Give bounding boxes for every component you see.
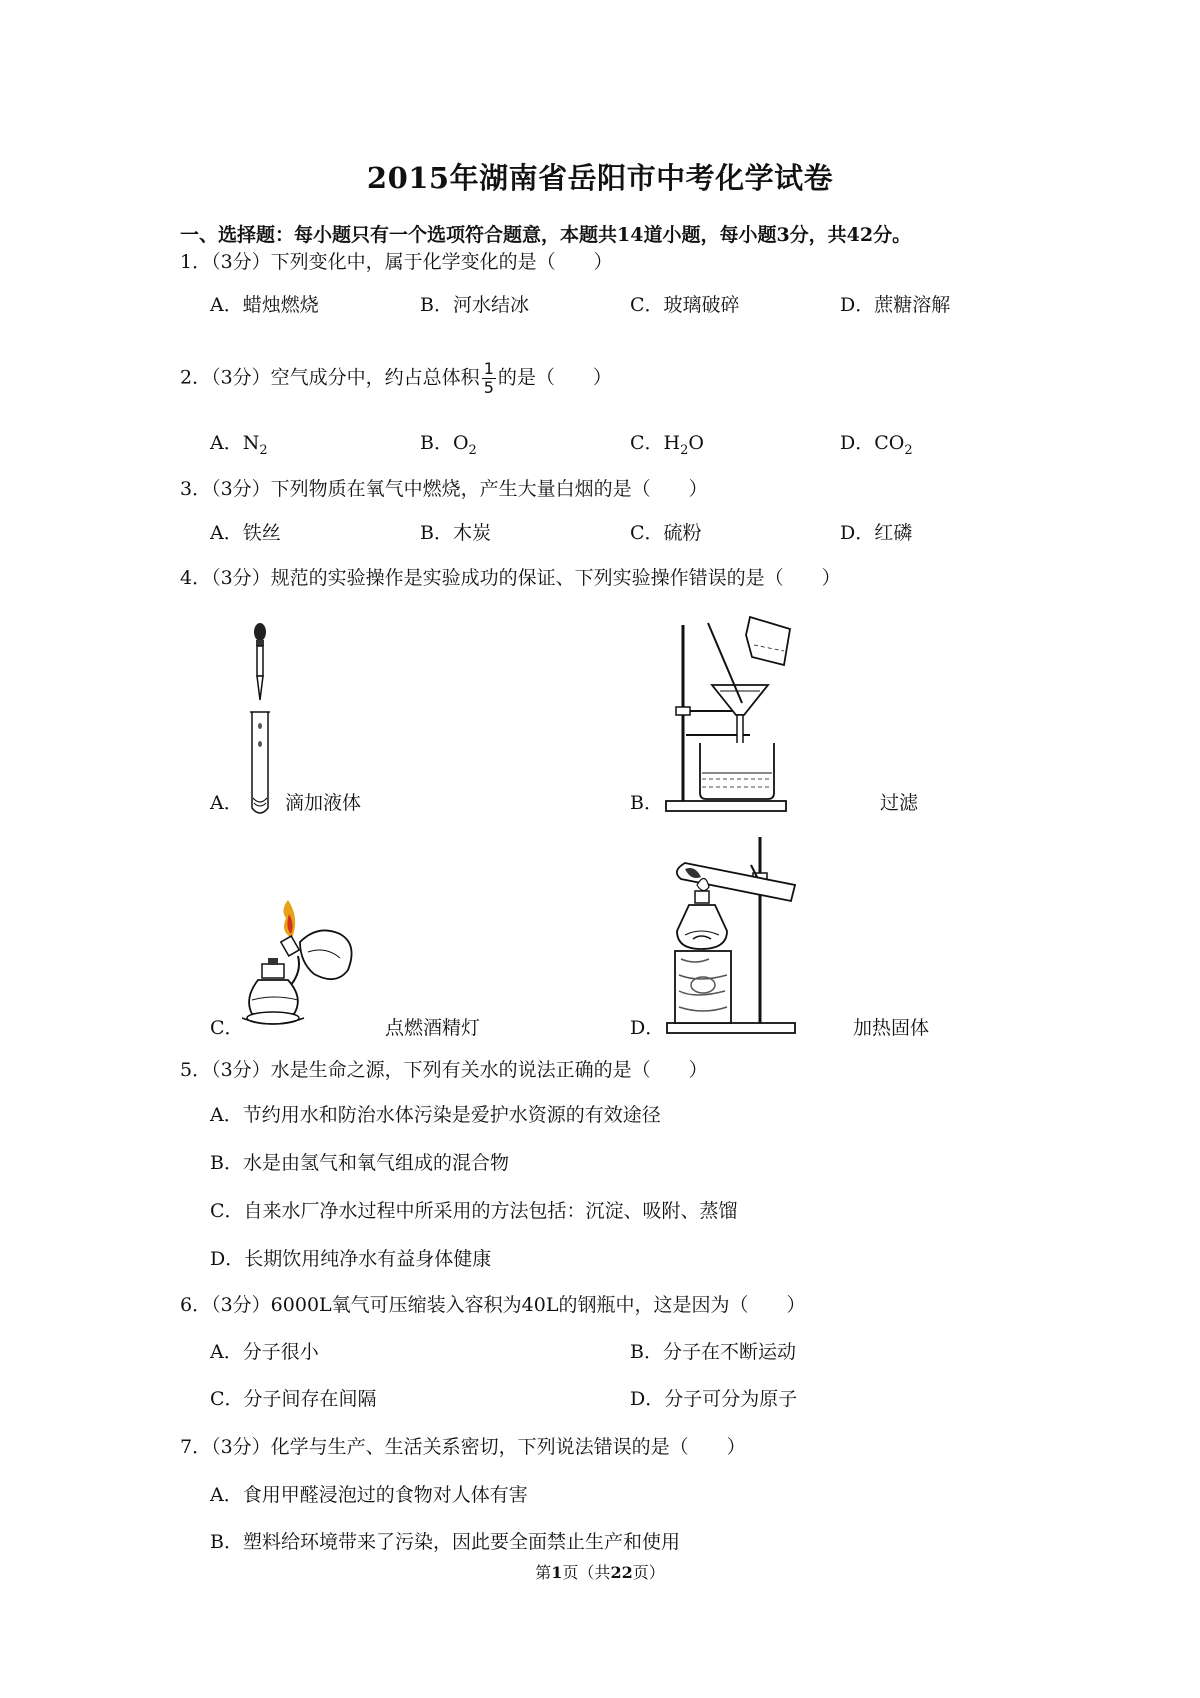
- question-2-option-a: [210, 428, 268, 458]
- option-d-subscript: 2: [904, 442, 913, 458]
- question-5-option-d: D．长期饮用纯净水有益身体健康: [210, 1248, 492, 1270]
- question-3-option-d: D．红磷: [840, 522, 913, 544]
- question-4-option-b-letter: B．: [630, 792, 663, 814]
- question-2-option-d: [840, 428, 913, 458]
- question-4-option-d-letter: D．: [630, 1017, 665, 1039]
- option-c-text-post: O: [688, 432, 704, 454]
- question-4-option-a-caption: 滴加液体: [285, 792, 362, 814]
- option-d-text: D．CO: [840, 432, 905, 454]
- option-a-subscript: 2: [259, 442, 268, 458]
- question-4-option-c-letter: C．: [210, 1017, 244, 1039]
- question-6-option-d: D．分子可分为原子: [630, 1388, 798, 1410]
- heating-solid-figure: [655, 835, 805, 1035]
- question-7-option-a: A．食用甲醛浸泡过的食物对人体有害: [210, 1484, 528, 1506]
- section-heading: 一、选择题：每小题只有一个选项符合题意，本题共14道小题，每小题3分，共42分。: [180, 224, 912, 246]
- question-4-option-b-caption: 过滤: [880, 792, 919, 814]
- dropper-test-tube-figure: [240, 620, 280, 820]
- option-b-text: B．O: [420, 432, 469, 454]
- question-4-option-c-caption: 点燃酒精灯: [385, 1017, 481, 1039]
- question-3-option-c: C．硫粉: [630, 522, 702, 544]
- footer-page-number: 1: [551, 1563, 563, 1582]
- question-7-stem: 7．（3分）化学与生产、生活关系密切，下列说法错误的是（ ）: [180, 1436, 746, 1458]
- footer-total-pages: 22: [610, 1563, 633, 1582]
- option-c-text: C．H: [630, 432, 681, 454]
- page-title: 2015年湖南省岳阳市中考化学试卷: [366, 161, 834, 195]
- question-1-option-d: D．蔗糖溶解: [840, 294, 951, 316]
- page-footer: [0, 1560, 1200, 1583]
- question-6-stem: 6．（3分）6000L氧气可压缩装入容积为40L的钢瓶中，这是因为（ ）: [180, 1294, 806, 1316]
- option-b-subscript: 2: [468, 442, 477, 458]
- question-1-option-b: B．河水结冰: [420, 294, 529, 316]
- question-5-stem: 5．（3分）水是生命之源，下列有关水的说法正确的是（ ）: [180, 1059, 708, 1081]
- option-c-subscript: 2: [680, 442, 689, 458]
- question-1-option-a: A．蜡烛燃烧: [210, 294, 319, 316]
- question-5-option-a: A．节约用水和防治水体污染是爱护水资源的有效途径: [210, 1104, 661, 1126]
- question-1-option-c: C．玻璃破碎: [630, 294, 740, 316]
- filtration-figure: [650, 615, 825, 815]
- question-3-stem: 3．（3分）下列物质在氧气中燃烧，产生大量白烟的是（ ）: [180, 478, 708, 500]
- question-2-stem-post: 的是（ ）: [497, 366, 612, 389]
- question-3-option-b: B．木炭: [420, 522, 491, 544]
- question-1-stem: 1．（3分）下列变化中，属于化学变化的是（ ）: [180, 251, 613, 273]
- fraction-denominator: 5: [483, 378, 494, 397]
- question-2-stem: [180, 360, 612, 397]
- question-4-option-a-letter: A．: [210, 792, 243, 814]
- fraction-numerator: 1: [483, 359, 494, 378]
- question-3-option-a: A．铁丝: [210, 522, 281, 544]
- fraction-one-fifth: [482, 360, 496, 397]
- question-4-stem: 4．（3分）规范的实验操作是实验成功的保证、下列实验操作错误的是（ ）: [180, 567, 841, 589]
- footer-post: 页）: [632, 1563, 665, 1582]
- question-2-option-c: [630, 428, 704, 458]
- question-2-option-b: [420, 428, 477, 458]
- question-5-option-b: B．水是由氢气和氧气组成的混合物: [210, 1152, 509, 1174]
- question-6-option-c: C．分子间存在间隔: [210, 1388, 377, 1410]
- question-6-option-a: A．分子很小: [210, 1341, 319, 1363]
- alcohol-lamp-lighting-figure: [240, 900, 370, 1035]
- question-7-option-b: B．塑料给环境带来了污染，因此要全面禁止生产和使用: [210, 1531, 680, 1553]
- question-6-option-b: B．分子在不断运动: [630, 1341, 796, 1363]
- footer-pre: 第: [535, 1563, 552, 1582]
- option-a-text: A．N: [210, 432, 260, 454]
- question-2-stem-pre: 2．（3分）空气成分中，约占总体积: [180, 366, 480, 389]
- question-5-option-c: C．自来水厂净水过程中所采用的方法包括：沉淀、吸附、蒸馏: [210, 1200, 738, 1222]
- footer-mid: 页（共: [562, 1563, 611, 1582]
- question-4-option-d-caption: 加热固体: [853, 1017, 930, 1039]
